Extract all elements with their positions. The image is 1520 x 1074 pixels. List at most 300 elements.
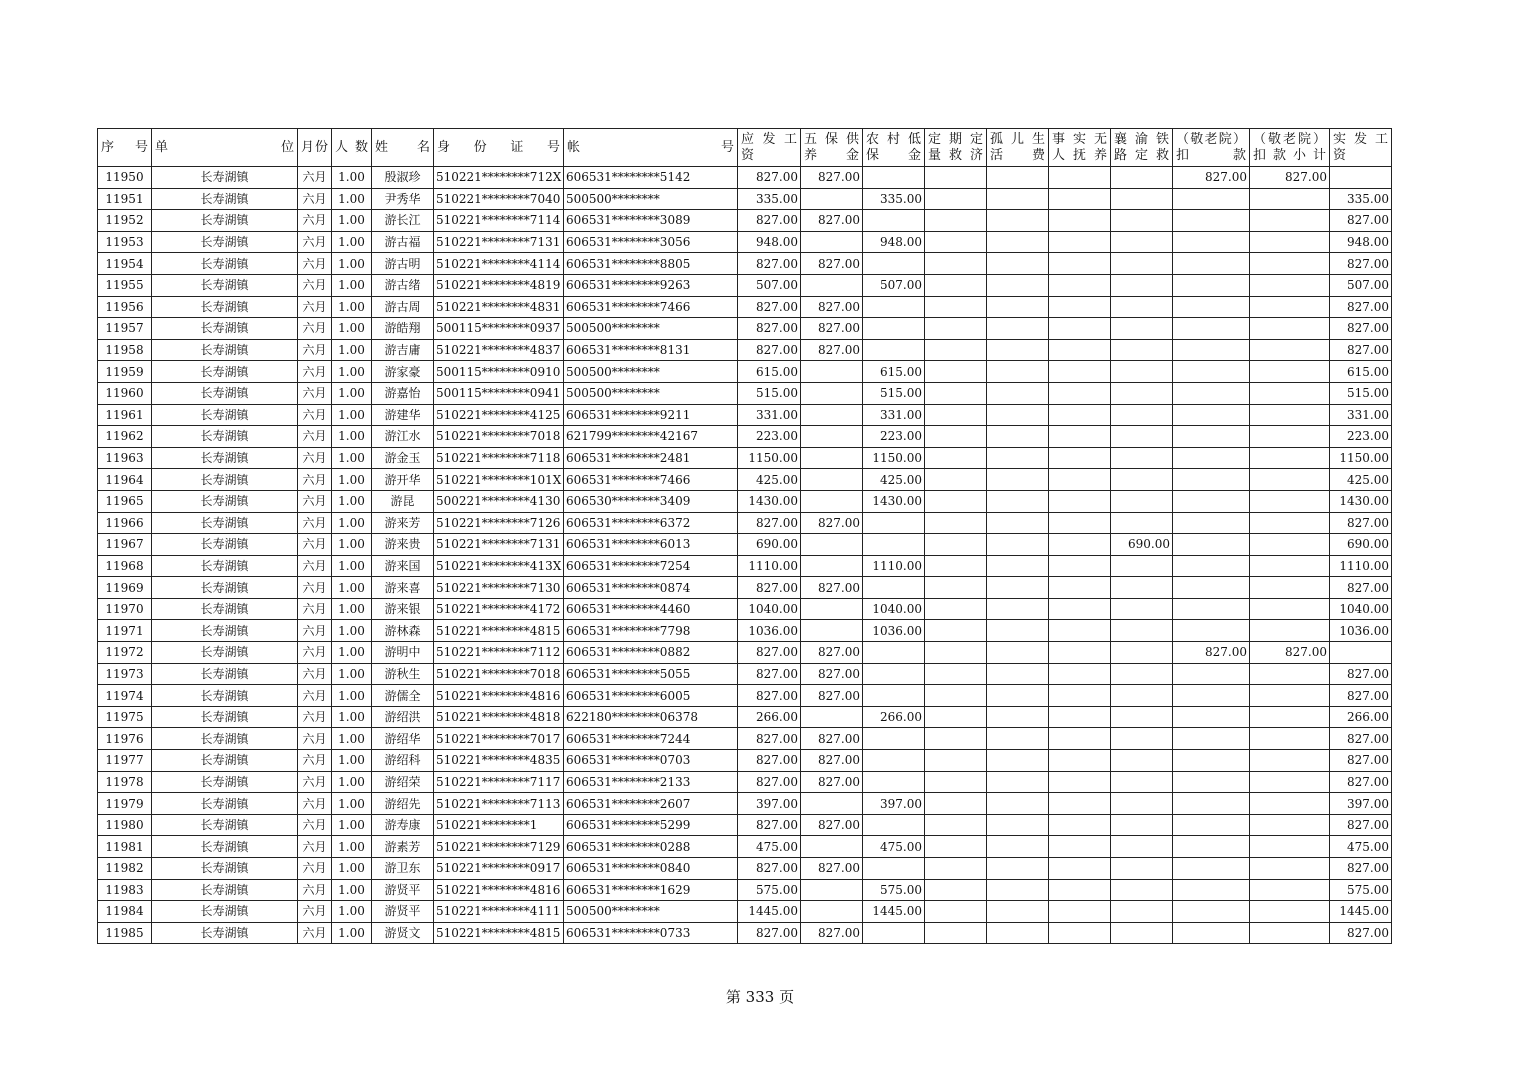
cell-col-month: 六月	[298, 447, 332, 469]
cell-col-deduction	[1173, 490, 1250, 512]
cell-col-account: 606531********7244	[564, 728, 738, 750]
cell-col-orphan	[987, 318, 1049, 340]
cell-col-account: 606531********7466	[564, 296, 738, 318]
cell-col-dibao: 948.00	[863, 231, 925, 253]
table-row	[98, 231, 1392, 253]
cell-col-deduction-subtotal	[1250, 426, 1330, 448]
cell-col-account: 606531********0703	[564, 750, 738, 772]
cell-col-account: 606531********7466	[564, 469, 738, 491]
cell-col-unit: 长寿湖镇	[152, 706, 298, 728]
cell-col-de-facto	[1049, 361, 1111, 383]
cell-col-deduction-subtotal	[1250, 663, 1330, 685]
cell-col-deduction	[1173, 296, 1250, 318]
cell-col-month: 六月	[298, 598, 332, 620]
cell-col-net: 827.00	[1330, 339, 1392, 361]
cell-col-deduction	[1173, 814, 1250, 836]
cell-col-xiangyu	[1111, 663, 1173, 685]
cell-col-name: 游江水	[372, 426, 434, 448]
cell-col-unit: 长寿湖镇	[152, 728, 298, 750]
table-row	[98, 663, 1392, 685]
cell-col-id: 510221********7018	[434, 663, 564, 685]
cell-col-seq: 11955	[98, 274, 152, 296]
cell-col-name: 尹秀华	[372, 188, 434, 210]
cell-col-dibao	[863, 210, 925, 232]
cell-col-deduction	[1173, 404, 1250, 426]
cell-col-unit: 长寿湖镇	[152, 771, 298, 793]
cell-col-deduction-subtotal	[1250, 577, 1330, 599]
cell-col-xiangyu	[1111, 901, 1173, 923]
cell-col-fixed-relief	[925, 512, 987, 534]
cell-col-orphan	[987, 253, 1049, 275]
cell-col-xiangyu	[1111, 836, 1173, 858]
cell-col-month: 六月	[298, 620, 332, 642]
cell-col-unit: 长寿湖镇	[152, 598, 298, 620]
cell-col-id: 510221********4125	[434, 404, 564, 426]
cell-col-wubao: 827.00	[801, 922, 863, 944]
cell-col-net: 827.00	[1330, 296, 1392, 318]
cell-col-orphan	[987, 750, 1049, 772]
cell-col-deduction-subtotal	[1250, 404, 1330, 426]
table-row	[98, 577, 1392, 599]
cell-col-count: 1.00	[332, 469, 372, 491]
table-row	[98, 598, 1392, 620]
cell-col-de-facto	[1049, 620, 1111, 642]
cell-col-de-facto	[1049, 879, 1111, 901]
header-col-account: 帐 号	[564, 129, 738, 167]
cell-col-deduction	[1173, 339, 1250, 361]
cell-col-dibao: 615.00	[863, 361, 925, 383]
cell-col-deduction	[1173, 901, 1250, 923]
cell-col-wubao	[801, 620, 863, 642]
cell-col-deduction-subtotal	[1250, 339, 1330, 361]
cell-col-gross: 335.00	[738, 188, 801, 210]
cell-col-orphan	[987, 598, 1049, 620]
cell-col-net: 827.00	[1330, 210, 1392, 232]
cell-col-account: 606531********5142	[564, 167, 738, 189]
cell-col-account: 500500********	[564, 382, 738, 404]
cell-col-dibao: 1445.00	[863, 901, 925, 923]
cell-col-count: 1.00	[332, 750, 372, 772]
cell-col-name: 游长江	[372, 210, 434, 232]
cell-col-gross: 1445.00	[738, 901, 801, 923]
cell-col-account: 500500********	[564, 901, 738, 923]
cell-col-gross: 507.00	[738, 274, 801, 296]
cell-col-unit: 长寿湖镇	[152, 210, 298, 232]
cell-col-de-facto	[1049, 750, 1111, 772]
cell-col-seq: 11974	[98, 685, 152, 707]
cell-col-id: 510221********7129	[434, 836, 564, 858]
cell-col-de-facto	[1049, 339, 1111, 361]
cell-col-id: 510221********4816	[434, 879, 564, 901]
cell-col-id: 510221********1	[434, 814, 564, 836]
cell-col-account: 500500********	[564, 188, 738, 210]
cell-col-dibao	[863, 534, 925, 556]
cell-col-wubao: 827.00	[801, 642, 863, 664]
cell-col-account: 606531********4460	[564, 598, 738, 620]
cell-col-deduction-subtotal	[1250, 555, 1330, 577]
cell-col-gross: 827.00	[738, 296, 801, 318]
cell-col-fixed-relief	[925, 858, 987, 880]
cell-col-wubao: 827.00	[801, 339, 863, 361]
cell-col-unit: 长寿湖镇	[152, 685, 298, 707]
cell-col-deduction-subtotal	[1250, 901, 1330, 923]
cell-col-month: 六月	[298, 469, 332, 491]
cell-col-count: 1.00	[332, 598, 372, 620]
cell-col-unit: 长寿湖镇	[152, 296, 298, 318]
cell-col-count: 1.00	[332, 512, 372, 534]
cell-col-id: 510221********4172	[434, 598, 564, 620]
cell-col-de-facto	[1049, 296, 1111, 318]
cell-col-deduction	[1173, 447, 1250, 469]
cell-col-name: 游来贵	[372, 534, 434, 556]
cell-col-wubao	[801, 706, 863, 728]
cell-col-name: 游绍华	[372, 728, 434, 750]
table-row	[98, 318, 1392, 340]
cell-col-count: 1.00	[332, 426, 372, 448]
cell-col-name: 游建华	[372, 404, 434, 426]
cell-col-net: 397.00	[1330, 793, 1392, 815]
cell-col-orphan	[987, 771, 1049, 793]
cell-col-wubao: 827.00	[801, 814, 863, 836]
cell-col-account: 606531********5299	[564, 814, 738, 836]
cell-col-seq: 11967	[98, 534, 152, 556]
cell-col-xiangyu	[1111, 750, 1173, 772]
header-col-deduction: （敬老院）扣 款	[1173, 129, 1250, 167]
cell-col-net: 827.00	[1330, 318, 1392, 340]
cell-col-wubao	[801, 188, 863, 210]
cell-col-wubao	[801, 901, 863, 923]
cell-col-orphan	[987, 188, 1049, 210]
cell-col-account: 606531********2481	[564, 447, 738, 469]
cell-col-id: 510221********712X	[434, 167, 564, 189]
cell-col-id: 510221********101X	[434, 469, 564, 491]
cell-col-fixed-relief	[925, 318, 987, 340]
cell-col-deduction-subtotal	[1250, 836, 1330, 858]
cell-col-net: 690.00	[1330, 534, 1392, 556]
cell-col-month: 六月	[298, 318, 332, 340]
cell-col-wubao: 827.00	[801, 512, 863, 534]
cell-col-dibao: 1110.00	[863, 555, 925, 577]
cell-col-deduction	[1173, 706, 1250, 728]
cell-col-deduction-subtotal	[1250, 879, 1330, 901]
cell-col-seq: 11982	[98, 858, 152, 880]
cell-col-dibao	[863, 663, 925, 685]
header-col-name: 姓 名	[372, 129, 434, 167]
cell-col-id: 510221********4111	[434, 901, 564, 923]
cell-col-deduction	[1173, 771, 1250, 793]
table-row	[98, 534, 1392, 556]
cell-col-orphan	[987, 274, 1049, 296]
cell-col-month: 六月	[298, 404, 332, 426]
cell-col-dibao	[863, 922, 925, 944]
cell-col-wubao	[801, 598, 863, 620]
cell-col-count: 1.00	[332, 253, 372, 275]
cell-col-wubao	[801, 274, 863, 296]
cell-col-account: 606531********7798	[564, 620, 738, 642]
cell-col-wubao	[801, 793, 863, 815]
cell-col-fixed-relief	[925, 620, 987, 642]
cell-col-seq: 11958	[98, 339, 152, 361]
cell-col-fixed-relief	[925, 814, 987, 836]
cell-col-id: 510221********4819	[434, 274, 564, 296]
cell-col-id: 510221********7117	[434, 771, 564, 793]
cell-col-month: 六月	[298, 685, 332, 707]
cell-col-id: 500115********0937	[434, 318, 564, 340]
cell-col-seq: 11963	[98, 447, 152, 469]
cell-col-seq: 11954	[98, 253, 152, 275]
cell-col-gross: 397.00	[738, 793, 801, 815]
cell-col-unit: 长寿湖镇	[152, 426, 298, 448]
cell-col-count: 1.00	[332, 814, 372, 836]
cell-col-de-facto	[1049, 901, 1111, 923]
cell-col-id: 510221********0917	[434, 858, 564, 880]
cell-col-seq: 11973	[98, 663, 152, 685]
cell-col-month: 六月	[298, 339, 332, 361]
cell-col-dibao	[863, 167, 925, 189]
cell-col-month: 六月	[298, 361, 332, 383]
cell-col-month: 六月	[298, 858, 332, 880]
cell-col-wubao: 827.00	[801, 663, 863, 685]
cell-col-account: 622180********06378	[564, 706, 738, 728]
cell-col-de-facto	[1049, 685, 1111, 707]
cell-col-account: 606531********0874	[564, 577, 738, 599]
cell-col-id: 510221********7118	[434, 447, 564, 469]
cell-col-month: 六月	[298, 771, 332, 793]
header-col-de-facto: 事 实 无 人 抚 养	[1049, 129, 1111, 167]
cell-col-wubao	[801, 447, 863, 469]
cell-col-unit: 长寿湖镇	[152, 814, 298, 836]
cell-col-month: 六月	[298, 167, 332, 189]
table-row	[98, 771, 1392, 793]
cell-col-name: 游素芳	[372, 836, 434, 858]
cell-col-unit: 长寿湖镇	[152, 620, 298, 642]
cell-col-orphan	[987, 901, 1049, 923]
cell-col-account: 606531********3089	[564, 210, 738, 232]
cell-col-fixed-relief	[925, 728, 987, 750]
cell-col-seq: 11950	[98, 167, 152, 189]
cell-col-unit: 长寿湖镇	[152, 663, 298, 685]
header-col-dibao: 农 村 低 保 金	[863, 129, 925, 167]
cell-col-count: 1.00	[332, 771, 372, 793]
cell-col-xiangyu	[1111, 274, 1173, 296]
cell-col-dibao	[863, 771, 925, 793]
cell-col-deduction	[1173, 577, 1250, 599]
cell-col-seq: 11972	[98, 642, 152, 664]
cell-col-deduction-subtotal	[1250, 750, 1330, 772]
cell-col-account: 606531********8131	[564, 339, 738, 361]
cell-col-xiangyu	[1111, 490, 1173, 512]
table-row	[98, 512, 1392, 534]
cell-col-dibao	[863, 318, 925, 340]
cell-col-account: 621799********42167	[564, 426, 738, 448]
table-row	[98, 469, 1392, 491]
cell-col-count: 1.00	[332, 620, 372, 642]
cell-col-orphan	[987, 879, 1049, 901]
cell-col-name: 游皓翔	[372, 318, 434, 340]
cell-col-count: 1.00	[332, 706, 372, 728]
cell-col-net: 1110.00	[1330, 555, 1392, 577]
cell-col-deduction-subtotal	[1250, 188, 1330, 210]
cell-col-xiangyu	[1111, 685, 1173, 707]
cell-col-month: 六月	[298, 512, 332, 534]
cell-col-seq: 11964	[98, 469, 152, 491]
cell-col-wubao: 827.00	[801, 296, 863, 318]
cell-col-unit: 长寿湖镇	[152, 231, 298, 253]
cell-col-dibao: 335.00	[863, 188, 925, 210]
cell-col-de-facto	[1049, 598, 1111, 620]
cell-col-id: 510221********7126	[434, 512, 564, 534]
cell-col-count: 1.00	[332, 685, 372, 707]
cell-col-wubao	[801, 404, 863, 426]
cell-col-account: 606531********8805	[564, 253, 738, 275]
cell-col-fixed-relief	[925, 253, 987, 275]
cell-col-xiangyu	[1111, 642, 1173, 664]
cell-col-count: 1.00	[332, 858, 372, 880]
cell-col-unit: 长寿湖镇	[152, 469, 298, 491]
table-row	[98, 188, 1392, 210]
cell-col-name: 游儒全	[372, 685, 434, 707]
cell-col-deduction-subtotal	[1250, 512, 1330, 534]
cell-col-count: 1.00	[332, 577, 372, 599]
cell-col-de-facto	[1049, 231, 1111, 253]
cell-col-unit: 长寿湖镇	[152, 318, 298, 340]
cell-col-dibao	[863, 296, 925, 318]
cell-col-dibao: 507.00	[863, 274, 925, 296]
cell-col-net: 1040.00	[1330, 598, 1392, 620]
cell-col-name: 游林森	[372, 620, 434, 642]
cell-col-name: 游贤平	[372, 901, 434, 923]
cell-col-de-facto	[1049, 663, 1111, 685]
cell-col-net: 827.00	[1330, 922, 1392, 944]
cell-col-xiangyu	[1111, 771, 1173, 793]
cell-col-fixed-relief	[925, 447, 987, 469]
cell-col-dibao	[863, 642, 925, 664]
cell-col-de-facto	[1049, 577, 1111, 599]
cell-col-de-facto	[1049, 858, 1111, 880]
cell-col-dibao	[863, 339, 925, 361]
cell-col-gross: 827.00	[738, 210, 801, 232]
cell-col-net: 223.00	[1330, 426, 1392, 448]
cell-col-unit: 长寿湖镇	[152, 447, 298, 469]
cell-col-gross: 1430.00	[738, 490, 801, 512]
cell-col-month: 六月	[298, 231, 332, 253]
cell-col-gross: 827.00	[738, 642, 801, 664]
cell-col-deduction-subtotal	[1250, 728, 1330, 750]
cell-col-deduction	[1173, 922, 1250, 944]
cell-col-count: 1.00	[332, 879, 372, 901]
cell-col-deduction	[1173, 793, 1250, 815]
cell-col-unit: 长寿湖镇	[152, 339, 298, 361]
cell-col-de-facto	[1049, 404, 1111, 426]
table-row	[98, 490, 1392, 512]
cell-col-unit: 长寿湖镇	[152, 188, 298, 210]
cell-col-unit: 长寿湖镇	[152, 922, 298, 944]
cell-col-xiangyu	[1111, 577, 1173, 599]
cell-col-gross: 827.00	[738, 750, 801, 772]
cell-col-de-facto	[1049, 706, 1111, 728]
cell-col-deduction: 827.00	[1173, 642, 1250, 664]
cell-col-fixed-relief	[925, 642, 987, 664]
cell-col-month: 六月	[298, 836, 332, 858]
cell-col-wubao	[801, 879, 863, 901]
cell-col-xiangyu	[1111, 253, 1173, 275]
table-row	[98, 728, 1392, 750]
cell-col-orphan	[987, 706, 1049, 728]
cell-col-id: 510221********413X	[434, 555, 564, 577]
header-col-month: 月份	[298, 129, 332, 167]
cell-col-deduction	[1173, 836, 1250, 858]
cell-col-month: 六月	[298, 555, 332, 577]
cell-col-gross: 1040.00	[738, 598, 801, 620]
cell-col-de-facto	[1049, 447, 1111, 469]
cell-col-xiangyu	[1111, 728, 1173, 750]
cell-col-unit: 长寿湖镇	[152, 167, 298, 189]
cell-col-fixed-relief	[925, 469, 987, 491]
cell-col-deduction-subtotal: 827.00	[1250, 642, 1330, 664]
cell-col-seq: 11965	[98, 490, 152, 512]
cell-col-orphan	[987, 167, 1049, 189]
cell-col-count: 1.00	[332, 836, 372, 858]
cell-col-net	[1330, 642, 1392, 664]
cell-col-deduction	[1173, 728, 1250, 750]
cell-col-de-facto	[1049, 382, 1111, 404]
cell-col-fixed-relief	[925, 555, 987, 577]
cell-col-month: 六月	[298, 793, 332, 815]
cell-col-seq: 11971	[98, 620, 152, 642]
cell-col-dibao	[863, 253, 925, 275]
cell-col-id: 500115********0941	[434, 382, 564, 404]
cell-col-fixed-relief	[925, 361, 987, 383]
cell-col-wubao: 827.00	[801, 253, 863, 275]
cell-col-id: 510221********4837	[434, 339, 564, 361]
cell-col-gross: 515.00	[738, 382, 801, 404]
cell-col-de-facto	[1049, 771, 1111, 793]
cell-col-seq: 11980	[98, 814, 152, 836]
cell-col-orphan	[987, 231, 1049, 253]
header-col-net: 实 发 工 资	[1330, 129, 1392, 167]
cell-col-wubao	[801, 490, 863, 512]
cell-col-dibao	[863, 577, 925, 599]
cell-col-month: 六月	[298, 210, 332, 232]
cell-col-net: 331.00	[1330, 404, 1392, 426]
cell-col-orphan	[987, 814, 1049, 836]
cell-col-gross: 827.00	[738, 253, 801, 275]
cell-col-fixed-relief	[925, 490, 987, 512]
cell-col-xiangyu	[1111, 404, 1173, 426]
cell-col-fixed-relief	[925, 231, 987, 253]
cell-col-dibao	[863, 685, 925, 707]
cell-col-xiangyu	[1111, 793, 1173, 815]
cell-col-seq: 11957	[98, 318, 152, 340]
table-header	[98, 129, 1392, 167]
cell-col-account: 606531********7254	[564, 555, 738, 577]
cell-col-gross: 615.00	[738, 361, 801, 383]
cell-col-fixed-relief	[925, 922, 987, 944]
cell-col-gross: 223.00	[738, 426, 801, 448]
cell-col-count: 1.00	[332, 231, 372, 253]
cell-col-de-facto	[1049, 188, 1111, 210]
cell-col-seq: 11960	[98, 382, 152, 404]
cell-col-seq: 11953	[98, 231, 152, 253]
cell-col-dibao: 1040.00	[863, 598, 925, 620]
header-col-wubao: 五 保 供 养 金	[801, 129, 863, 167]
cell-col-name: 游贤文	[372, 922, 434, 944]
cell-col-seq: 11966	[98, 512, 152, 534]
cell-col-gross: 425.00	[738, 469, 801, 491]
cell-col-unit: 长寿湖镇	[152, 361, 298, 383]
cell-col-net: 827.00	[1330, 253, 1392, 275]
cell-col-count: 1.00	[332, 274, 372, 296]
